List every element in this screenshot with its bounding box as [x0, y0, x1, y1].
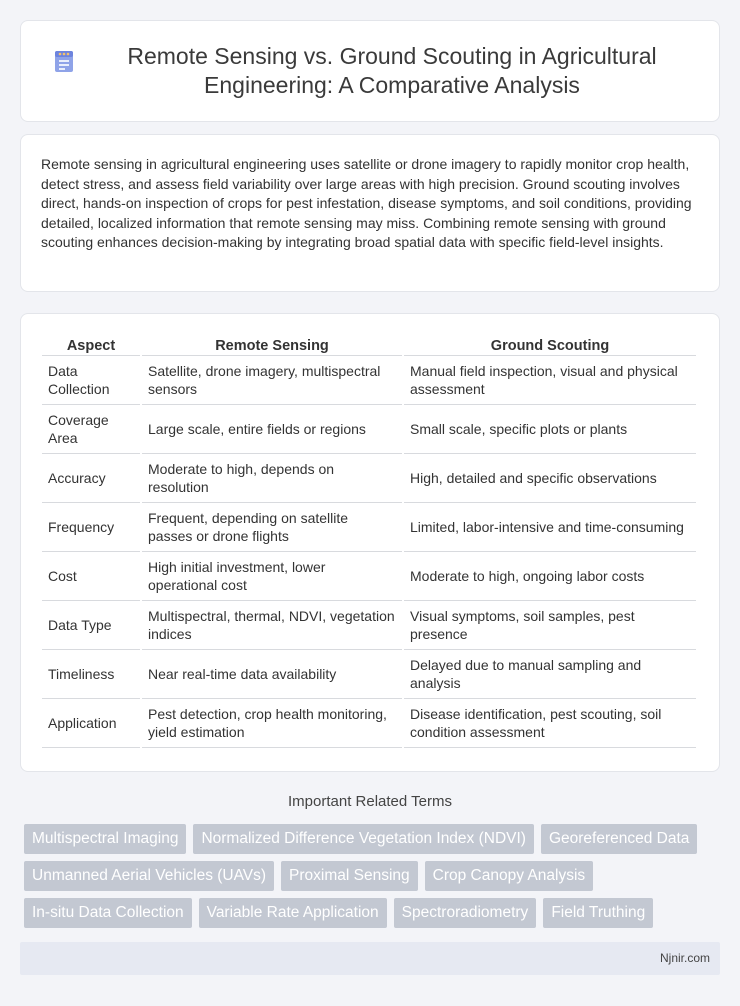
ground-cell: Moderate to high, ongoing labor costs	[404, 552, 696, 601]
table-row	[42, 650, 696, 699]
term-tag[interactable]: Crop Canopy Analysis	[425, 861, 594, 891]
header-aspect: Aspect	[42, 334, 140, 356]
term-tag[interactable]: Georeferenced Data	[541, 824, 697, 854]
footer	[20, 942, 720, 975]
comparison-table	[40, 334, 698, 748]
remote-cell: Near real-time data availability	[142, 650, 402, 699]
remote-cell: Moderate to high, depends on resolution	[142, 454, 402, 503]
title-card	[20, 20, 720, 122]
remote-cell: Pest detection, crop health monitoring, yield estimation	[142, 699, 402, 748]
table-header-row	[42, 334, 696, 356]
term-row	[24, 824, 724, 854]
term-tag[interactable]: Proximal Sensing	[281, 861, 418, 891]
table-row	[42, 503, 696, 552]
ground-cell: Small scale, specific plots or plants	[404, 405, 696, 454]
table-row	[42, 552, 696, 601]
remote-cell: Satellite, drone imagery, multispectral sensors	[142, 356, 402, 405]
ground-cell: Disease identification, pest scouting, soil condition assessment	[404, 699, 696, 748]
header-remote-sensing: Remote Sensing	[142, 334, 402, 356]
remote-cell: Frequent, depending on satellite passes or drone flights	[142, 503, 402, 552]
ground-cell: High, detailed and specific observations	[404, 454, 696, 503]
aspect-cell: Coverage Area	[42, 405, 140, 454]
aspect-cell: Timeliness	[42, 650, 140, 699]
related-terms-heading: Important Related Terms	[288, 793, 452, 810]
remote-cell: Large scale, entire fields or regions	[142, 405, 402, 454]
aspect-cell: Data Collection	[42, 356, 140, 405]
intro-card	[20, 134, 720, 292]
footer-site-link[interactable]: Njnir.com	[659, 951, 710, 965]
header-ground-scouting: Ground Scouting	[404, 334, 696, 356]
term-tag[interactable]: Spectroradiometry	[394, 898, 537, 928]
term-row	[24, 898, 724, 928]
remote-cell: Multispectral, thermal, NDVI, vegetation indices	[142, 601, 402, 650]
aspect-cell: Accuracy	[42, 454, 140, 503]
ground-cell: Manual field inspection, visual and physical assessment	[404, 356, 696, 405]
ground-cell: Delayed due to manual sampling and analysis	[404, 650, 696, 699]
aspect-cell: Application	[42, 699, 140, 748]
table-row	[42, 454, 696, 503]
aspect-cell: Frequency	[42, 503, 140, 552]
page-title: Remote Sensing vs. Ground Scouting in Agricultural Engineering: A Comparative Analysis	[127, 43, 657, 98]
table-row	[42, 699, 696, 748]
term-tag[interactable]: Normalized Difference Vegetation Index (NDVI)	[193, 824, 534, 854]
term-tag[interactable]: Multispectral Imaging	[24, 824, 186, 854]
remote-cell: High initial investment, lower operational cost	[142, 552, 402, 601]
term-tag[interactable]: In-situ Data Collection	[24, 898, 192, 928]
term-tag[interactable]: Unmanned Aerial Vehicles (UAVs)	[24, 861, 274, 891]
intro-paragraph: Remote sensing in agricultural engineering uses satellite or drone imagery to rapidly monitor crop health, detect stress, and assess field variability over large areas with high precision. Ground scouting involves direct, hands-on inspection of crops for pest infestation, disease symptoms, and soil conditions, providing detailed, localized information that remote sensing may miss. Combining remote sensing with ground scouting enhances decision-making by integrating broad spatial data with specific field-level insights.	[41, 156, 692, 251]
document-icon	[51, 48, 77, 74]
table-row	[42, 601, 696, 650]
aspect-cell: Cost	[42, 552, 140, 601]
ground-cell: Visual symptoms, soil samples, pest presence	[404, 601, 696, 650]
table-row	[42, 405, 696, 454]
comparison-table-card	[20, 313, 720, 772]
table-row	[42, 356, 696, 405]
ground-cell: Limited, labor-intensive and time-consuming	[404, 503, 696, 552]
term-tag[interactable]: Field Truthing	[543, 898, 653, 928]
term-tag[interactable]: Variable Rate Application	[199, 898, 387, 928]
related-terms	[24, 824, 724, 935]
aspect-cell: Data Type	[42, 601, 140, 650]
term-row	[24, 861, 724, 891]
